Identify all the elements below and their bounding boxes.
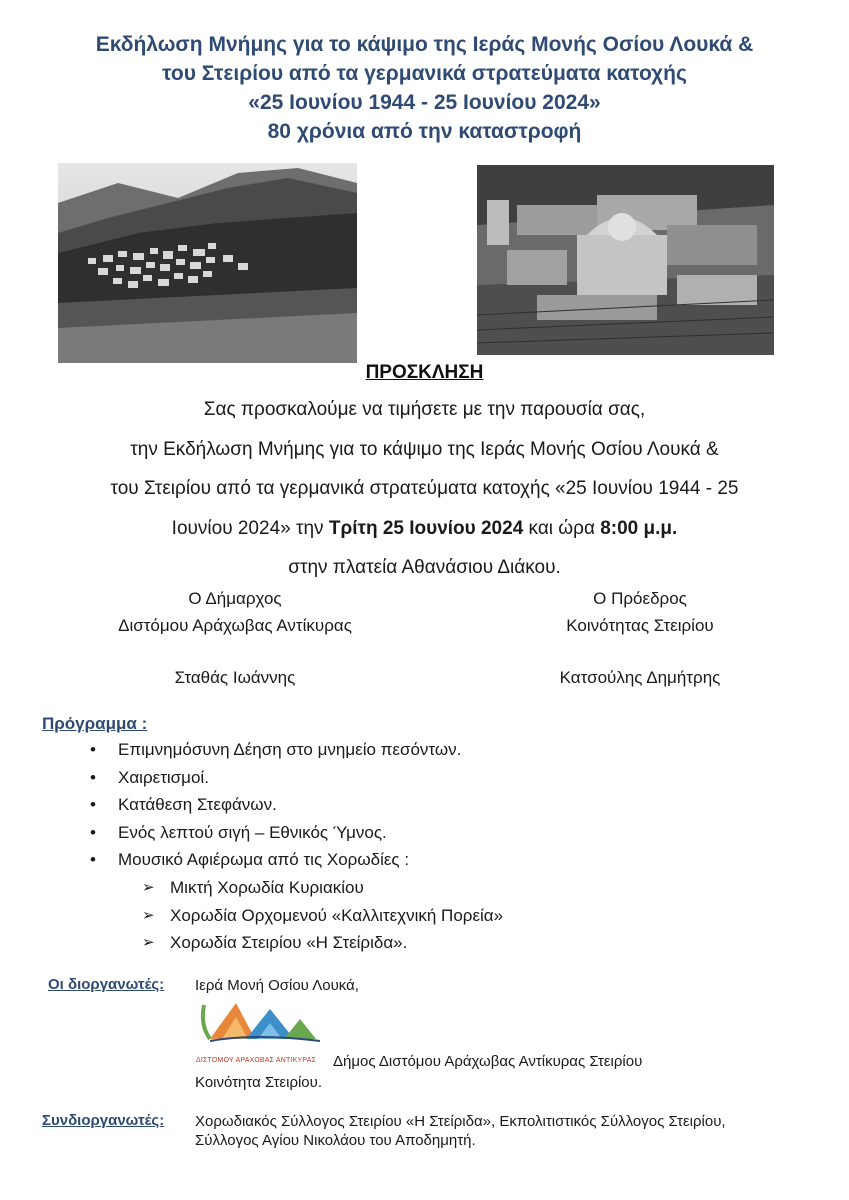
organizers-label: Οι διοργανωτές: (48, 976, 165, 993)
choir-item (90, 902, 503, 930)
choir-item-text: Μικτή Χορωδία Κυριακίου (170, 877, 364, 897)
title-line-2: του Στειρίου από τα γερμανικά στρατεύματα κατοχής (162, 62, 687, 85)
invitation-heading: ΠΡΟΣΚΛΗΣΗ (365, 362, 484, 383)
program-item (90, 846, 503, 874)
program-item-text: Μουσικό Αφιέρωμα από τις Χορωδίες : (118, 850, 410, 870)
choir-item-text: Χορωδία Ορχομενού «Καλλιτεχνική Πορεία» (170, 905, 504, 925)
president-name: Κατσούλης Δημήτρης (559, 668, 721, 687)
logo-caption: ΔΙΣΤΟΜΟΥ ΑΡΑΧΩΒΑΣ ΑΝΤΙΚΥΡΑΣ (196, 1057, 317, 1064)
event-title (0, 30, 849, 146)
president-role: Ο Πρόεδρος (593, 589, 687, 608)
president-signature (480, 585, 800, 691)
choir-item (90, 929, 503, 957)
program-title: Πρόγραμμα : (42, 714, 148, 733)
program-item-text: Επιμνημόσυνη Δέηση στο μνημείο πεσόντων. (118, 740, 462, 759)
event-date: Τρίτη 25 Ιουνίου 2024 (328, 517, 524, 539)
mayor-signature (70, 585, 400, 691)
program-item (90, 791, 503, 819)
invitation-line-4a: Ιουνίου 2024» την (171, 517, 329, 539)
program-item (90, 764, 503, 792)
bullet-icon: • (90, 850, 96, 870)
invitation-line-3: του Στειρίου από τα γερμανικά στρατεύματα κατοχής «25 Ιουνίου 1944 - 25 (110, 478, 739, 499)
organizers-line-2: Δήμος Διστόμου Αράχωβας Αντίκυρας Στειρίου (333, 1053, 643, 1070)
title-line-1: Εκδήλωση Μνήμης για το κάψιμο της Ιεράς Μονής Οσίου Λουκά & (95, 33, 754, 56)
co-organizers-line-1: Χορωδιακός Σύλλογος Στειρίου «Η Στείριδα», Εκπολιτιστικός Σύλλογος Στειρίου, (195, 1113, 726, 1130)
title-line-3: «25 Ιουνίου 1944 - 25 Ιουνίου 2024» (248, 91, 601, 114)
program-item-text: Χαιρετισμοί. (118, 767, 209, 787)
invitation-line-4b: και ώρα (523, 517, 601, 539)
program-item (90, 819, 503, 847)
co-organizers-label: Συνδιοργανωτές: (42, 1112, 165, 1129)
title-line-4: 80 χρόνια από την καταστροφή (267, 120, 582, 143)
arrow-bullet-icon: ➢ (142, 906, 155, 924)
invitation-line-2: την Εκδήλωση Μνήμης για το κάψιμο της Ιεράς Μονής Οσίου Λουκά & (130, 438, 719, 460)
bullet-icon: • (90, 740, 96, 759)
program-item-text: Κατάθεση Στεφάνων. (118, 795, 277, 815)
mayor-name: Σταθάς Ιωάννης (174, 668, 296, 687)
village-photo (58, 163, 357, 363)
invitation-text (30, 390, 819, 588)
program-list (90, 736, 503, 957)
choir-item-text: Χορωδία Στειρίου «Η Στείριδα». (170, 933, 408, 953)
program-item (90, 736, 503, 764)
event-time: 8:00 μ.μ. (600, 517, 678, 539)
mayor-role: Ο Δήμαρχος (188, 589, 282, 608)
bullet-icon: • (90, 822, 96, 842)
arrow-bullet-icon: ➢ (142, 878, 155, 896)
bullet-icon: • (90, 767, 96, 787)
monastery-photo (477, 165, 774, 355)
organizers-line-1: Ιερά Μονή Οσίου Λουκά, (195, 977, 359, 994)
co-organizers-line-2: Σύλλογος Αγίου Νικολάου του Αποδημητή. (195, 1132, 476, 1149)
program-item-text: Ενός λεπτού σιγή – Εθνικός Ύμνος. (118, 822, 387, 842)
organizers-line-3: Κοινότητα Στειρίου. (195, 1074, 323, 1091)
invitation-line-1: Σας προσκαλούμε να τιμήσετε με την παρουσία σας, (203, 399, 646, 420)
invitation-line-5: στην πλατεία Αθανάσιου Διάκου. (288, 557, 561, 578)
arrow-bullet-icon: ➢ (142, 934, 155, 952)
choir-item (90, 874, 503, 902)
mayor-org: Διστόμου Αράχωβας Αντίκυρας (118, 616, 352, 635)
president-org: Κοινότητας Στειρίου (566, 616, 714, 635)
bullet-icon: • (90, 795, 96, 815)
invitation-line-4 (30, 509, 819, 549)
